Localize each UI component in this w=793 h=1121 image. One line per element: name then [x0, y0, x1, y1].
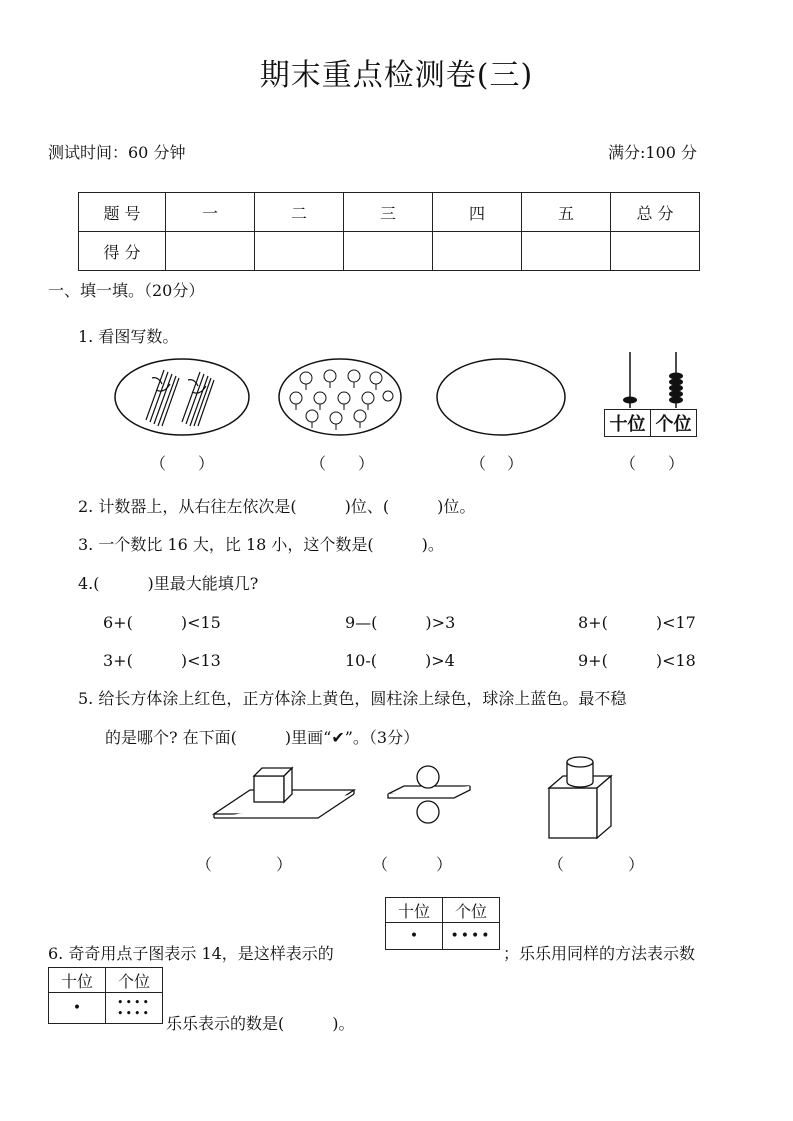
question-6-text: 6. 奇奇用点子图表示 14，是这样表示的 [48, 944, 334, 963]
score-cell: 总 分 [611, 193, 700, 232]
score-input-cell[interactable] [611, 232, 700, 271]
score-input-cell[interactable] [166, 232, 255, 271]
inequality-item: 9—( )>3 [345, 613, 456, 632]
cylinder-on-cube-image [545, 752, 615, 842]
question-3: 3. 一个数比 16 大，比 18 小，这个数是( )。 [78, 535, 444, 554]
tens-dots: • [49, 993, 106, 1024]
score-cell: 四 [433, 193, 522, 232]
answer-blank[interactable]: （ ） [548, 855, 645, 874]
inequality-item: 10-( )>4 [345, 651, 455, 670]
inequality-item: 9+( )<18 [578, 651, 696, 670]
inequality-item: 6+( )<15 [103, 613, 221, 632]
score-row-label: 得 分 [79, 232, 166, 271]
test-time: 测试时间：60 分钟 [48, 143, 186, 162]
page-title: 期末重点检测卷(三) [259, 58, 534, 93]
abacus-tens-label: 十位 [605, 410, 651, 437]
question-6-answer: 乐乐表示的数是( )。 [166, 1014, 355, 1033]
inequality-item: 3+( )<13 [103, 651, 221, 670]
score-input-cell[interactable] [255, 232, 344, 271]
score-input-cell[interactable] [433, 232, 522, 271]
score-cell: 一 [166, 193, 255, 232]
ones-header: 个位 [106, 968, 163, 993]
empty-oval-image [433, 356, 569, 438]
score-cell: 题 号 [79, 193, 166, 232]
ones-dots: •••• [443, 923, 500, 950]
question-5-line-2: 的是哪个? 在下面( )里画“✔”。（3分） [105, 728, 420, 747]
score-table-header-row [79, 193, 700, 232]
ones-dots: •••• •••• [106, 993, 163, 1024]
answer-blank[interactable]: （ ） [372, 855, 453, 874]
lele-dot-chart [48, 967, 163, 1024]
score-table-score-row [79, 232, 700, 271]
full-score: 满分:100 分 [608, 143, 698, 162]
ball-on-board-image [384, 760, 474, 826]
flowers-image [276, 356, 404, 438]
answer-blank[interactable]: （ ） [196, 855, 293, 874]
cube-on-board-image [210, 760, 360, 822]
abacus-ones-label: 个位 [651, 410, 697, 437]
question-1-label: 1. 看图写数。 [78, 327, 179, 346]
question-6-text: ；乐乐用同样的方法表示数 [503, 944, 696, 963]
inequality-item: 8+( )<17 [578, 613, 696, 632]
question-2: 2. 计数器上，从右往左依次是( )位、( )位。 [78, 497, 476, 516]
qiqi-dot-chart [385, 897, 500, 950]
answer-blank[interactable]: （ ） [470, 454, 524, 473]
abacus-image [603, 350, 703, 412]
score-cell: 二 [255, 193, 344, 232]
score-input-cell[interactable] [344, 232, 433, 271]
score-cell: 五 [522, 193, 611, 232]
score-input-cell[interactable] [522, 232, 611, 271]
score-table [78, 192, 700, 271]
answer-blank[interactable]: （ ） [310, 454, 375, 473]
answer-blank[interactable]: （ ） [620, 454, 685, 473]
ones-header: 个位 [443, 898, 500, 923]
tens-header: 十位 [386, 898, 443, 923]
question-5-line-1: 5. 给长方体涂上红色，正方体涂上黄色，圆柱涂上绿色，球涂上蓝色。最不稳 [78, 689, 627, 708]
section-heading: 一、填一填。（20分） [48, 281, 205, 300]
score-cell: 三 [344, 193, 433, 232]
tens-header: 十位 [49, 968, 106, 993]
question-4-label: 4.( )里最大能填几? [78, 574, 259, 593]
answer-blank[interactable]: （ ） [150, 454, 215, 473]
abacus-place-value-labels [604, 409, 697, 437]
bundled-sticks-image [112, 356, 252, 438]
tens-dots: • [386, 923, 443, 950]
